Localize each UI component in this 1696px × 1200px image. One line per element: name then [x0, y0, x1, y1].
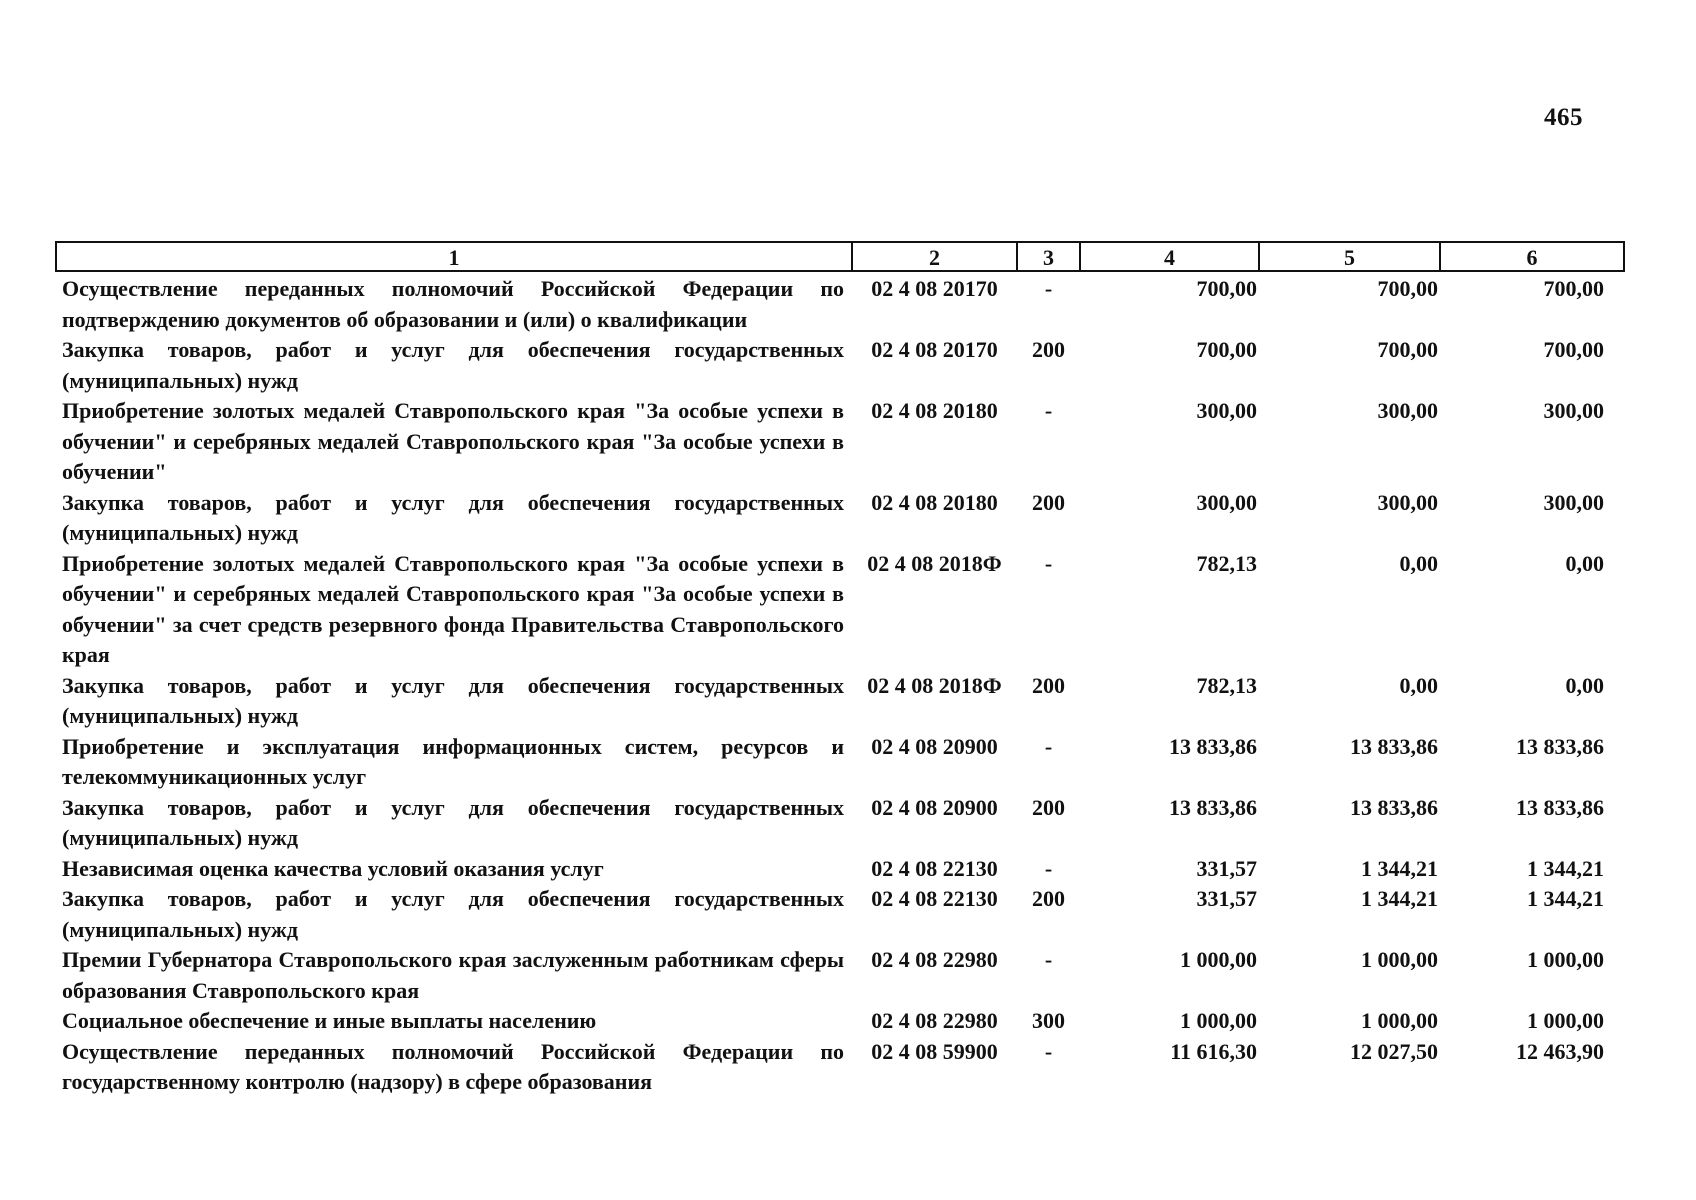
row-amount-col-4: 300,00 — [1196, 489, 1257, 515]
row-amount-col-6: 13 833,86 — [1516, 794, 1604, 820]
row-amount-col-5: 300,00 — [1377, 489, 1438, 515]
row-target-code: 02 4 08 2018Ф — [867, 550, 1002, 576]
row-expense-type: - — [1044, 550, 1053, 576]
row-amount-col-6: 0,00 — [1565, 672, 1604, 698]
row-amount-col-4: 13 833,86 — [1169, 733, 1257, 759]
header-row — [56, 242, 1624, 271]
row-amount-col-4: 1 000,00 — [1180, 1008, 1257, 1033]
row-amount-col-4: 331,57 — [1196, 886, 1257, 911]
row-expense-type: - — [1044, 855, 1053, 881]
row-amount-col-4: 782,13 — [1196, 550, 1257, 576]
row-amount-col-4: 782,13 — [1196, 672, 1257, 698]
row-expense-type: - — [1044, 947, 1053, 972]
row-amount-col-4: 13 833,86 — [1169, 794, 1257, 820]
row-amount-col-6: 1 344,21 — [1527, 855, 1604, 881]
row-amount-col-4: 700,00 — [1196, 276, 1257, 301]
row-amount-col-4: 700,00 — [1196, 337, 1257, 362]
row-expense-type: 200 — [1032, 794, 1065, 820]
row-amount-col-6: 1 000,00 — [1527, 947, 1604, 972]
row-amount-col-5: 1 344,21 — [1361, 886, 1438, 911]
row-amount-col-5: 1 000,00 — [1361, 1008, 1438, 1033]
header-col-5: 5 — [1259, 242, 1440, 271]
row-description: Осуществление переданных полномочий Российской Федерации по государственному контролю (надзору) в сфере образования — [62, 1038, 844, 1094]
table-row — [56, 884, 1624, 945]
table-row — [56, 396, 1624, 488]
table-row — [56, 945, 1624, 1006]
row-amount-col-6: 700,00 — [1543, 276, 1604, 301]
row-amount-col-6: 0,00 — [1565, 550, 1604, 576]
row-amount-col-4: 1 000,00 — [1180, 947, 1257, 972]
row-target-code: 02 4 08 20170 — [871, 337, 998, 362]
header-col-3: 3 — [1017, 242, 1080, 271]
row-amount-col-5: 700,00 — [1377, 337, 1438, 362]
table-row — [56, 549, 1624, 671]
table-body — [56, 271, 1624, 1098]
row-amount-col-6: 1 000,00 — [1527, 1008, 1604, 1033]
table-row — [56, 854, 1624, 885]
row-target-code: 02 4 08 22130 — [871, 855, 998, 881]
row-amount-col-5: 700,00 — [1377, 276, 1438, 301]
row-amount-col-6: 12 463,90 — [1516, 1038, 1604, 1064]
table-row — [56, 793, 1624, 854]
row-expense-type: 200 — [1032, 489, 1065, 515]
row-expense-type: 200 — [1032, 337, 1065, 362]
row-target-code: 02 4 08 20900 — [871, 733, 998, 759]
row-amount-col-6: 13 833,86 — [1516, 733, 1604, 759]
row-amount-col-5: 1 000,00 — [1361, 947, 1438, 972]
row-target-code: 02 4 08 2018Ф — [867, 672, 1002, 698]
table-row — [56, 335, 1624, 396]
row-expense-type: - — [1044, 733, 1053, 759]
row-amount-col-6: 1 344,21 — [1527, 886, 1604, 911]
row-description: Социальное обеспечение и иные выплаты населению — [62, 1008, 597, 1033]
row-target-code: 02 4 08 59900 — [871, 1038, 998, 1064]
row-expense-type: 300 — [1032, 1008, 1065, 1033]
row-target-code: 02 4 08 20180 — [871, 398, 998, 423]
row-expense-type: 200 — [1032, 886, 1065, 911]
table-row — [56, 1006, 1624, 1037]
row-amount-col-5: 1 344,21 — [1361, 855, 1438, 881]
row-target-code: 02 4 08 20900 — [871, 794, 998, 820]
row-description: Закупка товаров, работ и услуг для обеспечения государственных (муниципальных) нужд — [62, 886, 844, 942]
row-amount-col-5: 0,00 — [1399, 672, 1438, 698]
table-header — [56, 242, 1624, 271]
row-description: Закупка товаров, работ и услуг для обеспечения государственных (муниципальных) нужд — [62, 672, 844, 728]
row-expense-type: 200 — [1032, 672, 1065, 698]
row-expense-type: - — [1044, 276, 1053, 301]
row-amount-col-6: 300,00 — [1543, 489, 1604, 515]
header-col-6: 6 — [1440, 242, 1624, 271]
row-target-code: 02 4 08 22980 — [871, 1008, 998, 1033]
row-target-code: 02 4 08 22980 — [871, 947, 998, 972]
table-row — [56, 271, 1624, 335]
row-description: Приобретение золотых медалей Ставропольского края "За особые успехи в обучении" и серебряных медалей Ставропольского края "За особые успехи в обучении" — [62, 398, 844, 484]
row-description: Независимая оценка качества условий оказания услуг — [62, 855, 604, 881]
table-row — [56, 1037, 1624, 1098]
row-expense-type: - — [1044, 398, 1053, 423]
row-description: Закупка товаров, работ и услуг для обеспечения государственных (муниципальных) нужд — [62, 794, 844, 850]
row-amount-col-4: 11 616,30 — [1170, 1038, 1257, 1064]
header-col-1: 1 — [56, 242, 852, 271]
header-col-2: 2 — [852, 242, 1017, 271]
row-amount-col-5: 0,00 — [1399, 550, 1438, 576]
page-number: 465 — [1544, 104, 1583, 131]
row-amount-col-4: 300,00 — [1196, 398, 1257, 423]
table-row — [56, 671, 1624, 732]
table-row — [56, 732, 1624, 793]
header-col-4: 4 — [1080, 242, 1259, 271]
row-amount-col-6: 700,00 — [1543, 337, 1604, 362]
row-description: Закупка товаров, работ и услуг для обеспечения государственных (муниципальных) нужд — [62, 337, 844, 393]
row-target-code: 02 4 08 20180 — [871, 489, 998, 515]
row-expense-type: - — [1044, 1038, 1053, 1064]
row-amount-col-5: 13 833,86 — [1350, 733, 1438, 759]
row-description: Приобретение золотых медалей Ставропольского края "За особые успехи в обучении" и серебряных медалей Ставропольского края "За особые успехи в обучении" за счет средств резервного фонда Правительства Ставропольского края — [62, 550, 844, 667]
row-description: Закупка товаров, работ и услуг для обеспечения государственных (муниципальных) нужд — [62, 489, 844, 545]
row-target-code: 02 4 08 22130 — [871, 886, 998, 911]
row-amount-col-6: 300,00 — [1543, 398, 1604, 423]
row-target-code: 02 4 08 20170 — [871, 276, 998, 301]
row-description: Приобретение и эксплуатация информационных систем, ресурсов и телекоммуникационных услуг — [62, 733, 844, 789]
row-description: Премии Губернатора Ставропольского края заслуженным работникам сферы образования Ставропольского края — [62, 947, 844, 1003]
table-row — [56, 488, 1624, 549]
row-amount-col-4: 331,57 — [1196, 855, 1257, 881]
row-amount-col-5: 300,00 — [1377, 398, 1438, 423]
row-amount-col-5: 12 027,50 — [1350, 1038, 1438, 1064]
row-amount-col-5: 13 833,86 — [1350, 794, 1438, 820]
row-description: Осуществление переданных полномочий Российской Федерации по подтверждению документов об образовании и (или) о квалификации — [62, 276, 844, 332]
budget-table — [55, 241, 1625, 1098]
